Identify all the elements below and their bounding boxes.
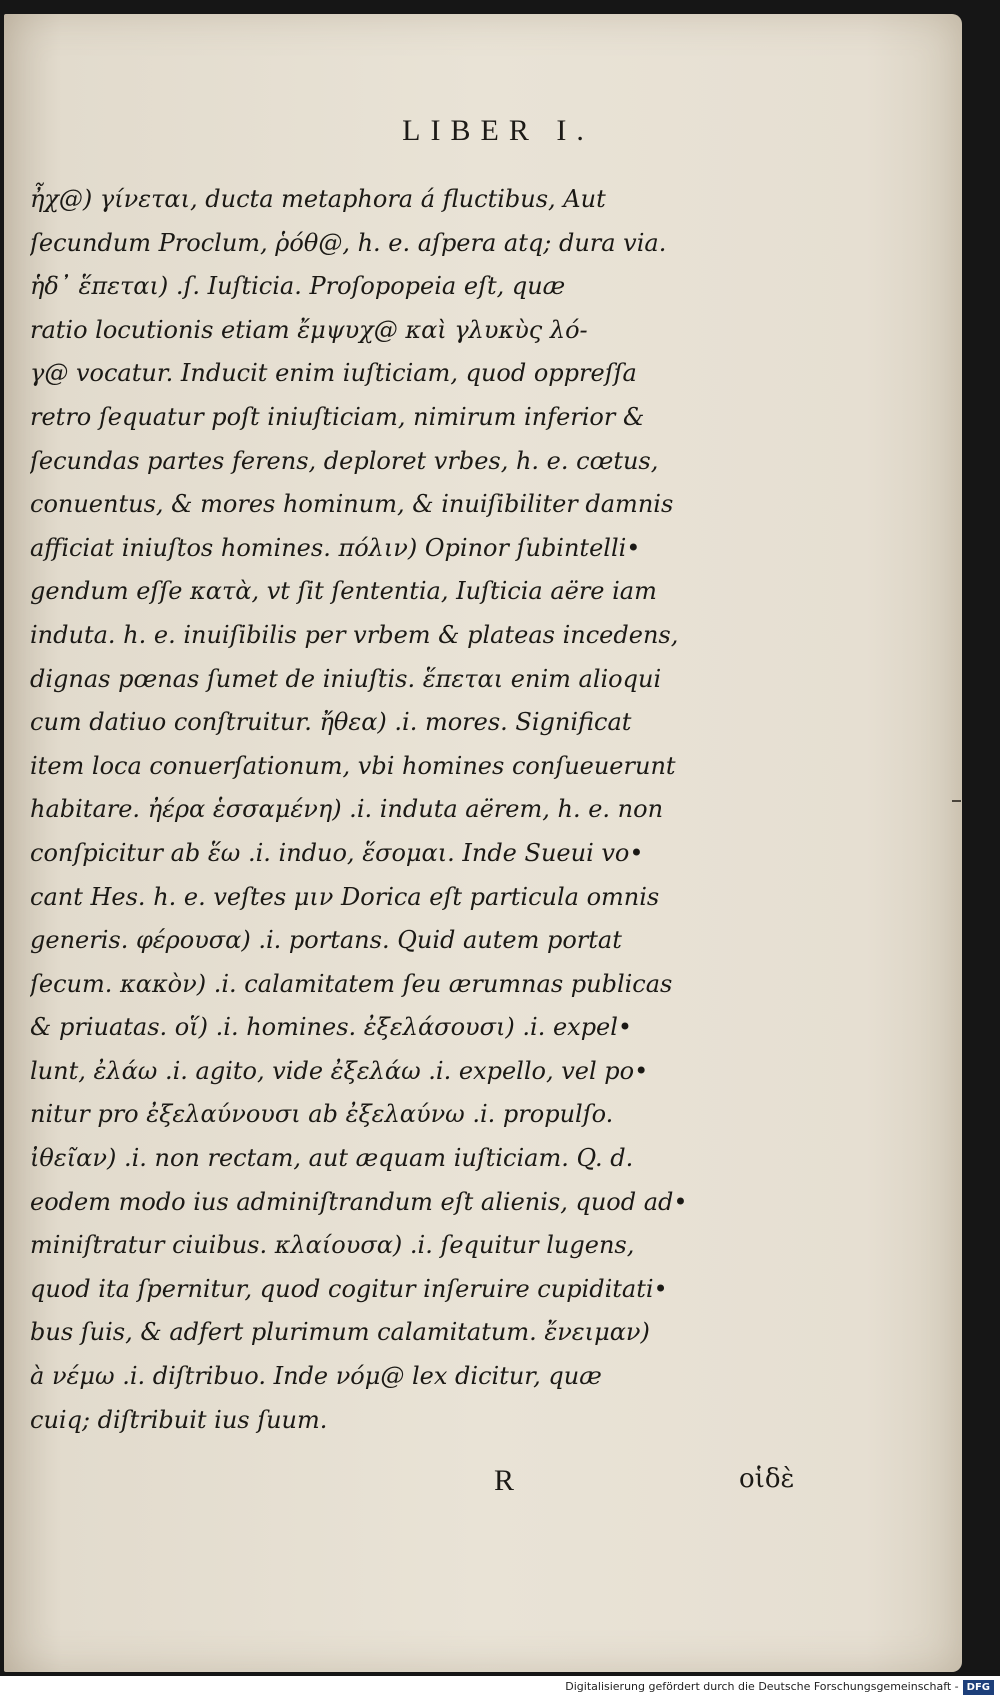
text-line: habitare. ἠέρα ἑσσαμένη) .i. induta aërem, h. e. non: [30, 795, 664, 824]
text-line: afficiat iniuſtos homines. πόλιν) Opinor ſubintelli•: [30, 533, 641, 562]
text-line: ſecundum Proclum, ῥόθ@, h. e. aſpera atq; dura via.: [30, 228, 667, 257]
text-line: ἦχ@) γίνεται, ducta metaphora á fluctibus, Aut: [30, 185, 606, 213]
text-line: quod ita ſpernitur, quod cogitur inſeruire cupiditati•: [30, 1274, 668, 1303]
page-body: [30, 178, 810, 1442]
text-line: cum datiuo conſtruitur. ἤθεα) .i. mores. Significat: [30, 708, 632, 737]
text-line: nitur pro ἐξελαύνουσι ab ἐξελαύνω .i. propulſo.: [30, 1100, 614, 1129]
text-line: conſpicitur ab ἕω .i. induo, ἕσομαι. Inde Sueui vo•: [30, 838, 644, 867]
book-page: [4, 14, 962, 1672]
footer-credit: Digitalisierung gefördert durch die Deutsche Forschungsgemeinschaft -: [565, 1680, 959, 1693]
text-line: ἰθεῖαν) .i. non rectam, aut æquam iuſticiam. Q. d.: [30, 1144, 634, 1173]
text-line: eodem modo ius adminiſtrandum eſt alienis, quod ad•: [30, 1187, 688, 1216]
running-head: LIBER I.: [402, 114, 594, 147]
text-line: conuentus, & mores hominum, & inuiſibiliter damnis: [30, 490, 674, 519]
text-line: bus ſuis, & adfert plurimum calamitatum. ἔνειμαν): [30, 1318, 650, 1347]
text-line: retro ſequatur poſt iniuſticiam, nimirum inferior &: [30, 402, 645, 431]
text-line: cant Hes. h. e. veſtes μιν Dorica eſt particula omnis: [30, 882, 660, 911]
text-line: ἡδ᾽ ἕπεται) .ſ. Iuſticia. Proſopopeia eſt, quæ: [30, 272, 566, 301]
text-line: item loca conuerſationum, vbi homines conſueuerunt: [30, 751, 676, 780]
text-line: dignas pœnas ſumet de iniuſtis. ἕπεται enim alioqui: [30, 664, 662, 693]
dfg-logo: DFG: [963, 1680, 994, 1695]
text-line: cuiq; diſtribuit ius ſuum.: [30, 1405, 328, 1434]
catchword: οἱδὲ: [739, 1464, 795, 1494]
text-line: miniſtratur ciuibus. κλαίουσα) .i. ſequitur lugens,: [30, 1231, 635, 1260]
signature-mark: R: [494, 1464, 515, 1497]
text-line: generis. φέρουσα) .i. portans. Quid autem portat: [30, 926, 622, 955]
margin-mark: [952, 800, 961, 802]
text-line: ſecundas partes ferens, deploret vrbes, h. e. cœtus,: [30, 446, 659, 475]
text-line: γ@ vocatur. Inducit enim iuſticiam, quod oppreſſa: [30, 359, 637, 388]
text-line: gendum eſſe κατὰ, vt ſit ſententia, Iuſticia aëre iam: [30, 577, 657, 606]
text-line: lunt, ἐλάω .i. agito, vide ἐξελάω .i. expello, vel po•: [30, 1056, 649, 1085]
text-line: & priuatas. οἵ) .i. homines. ἐξελάσουσι) .i. expel•: [30, 1013, 633, 1042]
digitization-footer: [0, 1676, 1000, 1697]
text-line: ſecum. κακὸν) .i. calamitatem ſeu ærumnas publicas: [30, 969, 673, 998]
text-line: à νέμω .i. diſtribuo. Inde νόμ@ lex dicitur, quæ: [30, 1362, 602, 1391]
text-line: ratio locutionis etiam ἔμψυχ@ καὶ γλυκὺς λό-: [30, 315, 588, 344]
text-line: induta. h. e. inuiſibilis per vrbem & plateas incedens,: [30, 620, 679, 649]
